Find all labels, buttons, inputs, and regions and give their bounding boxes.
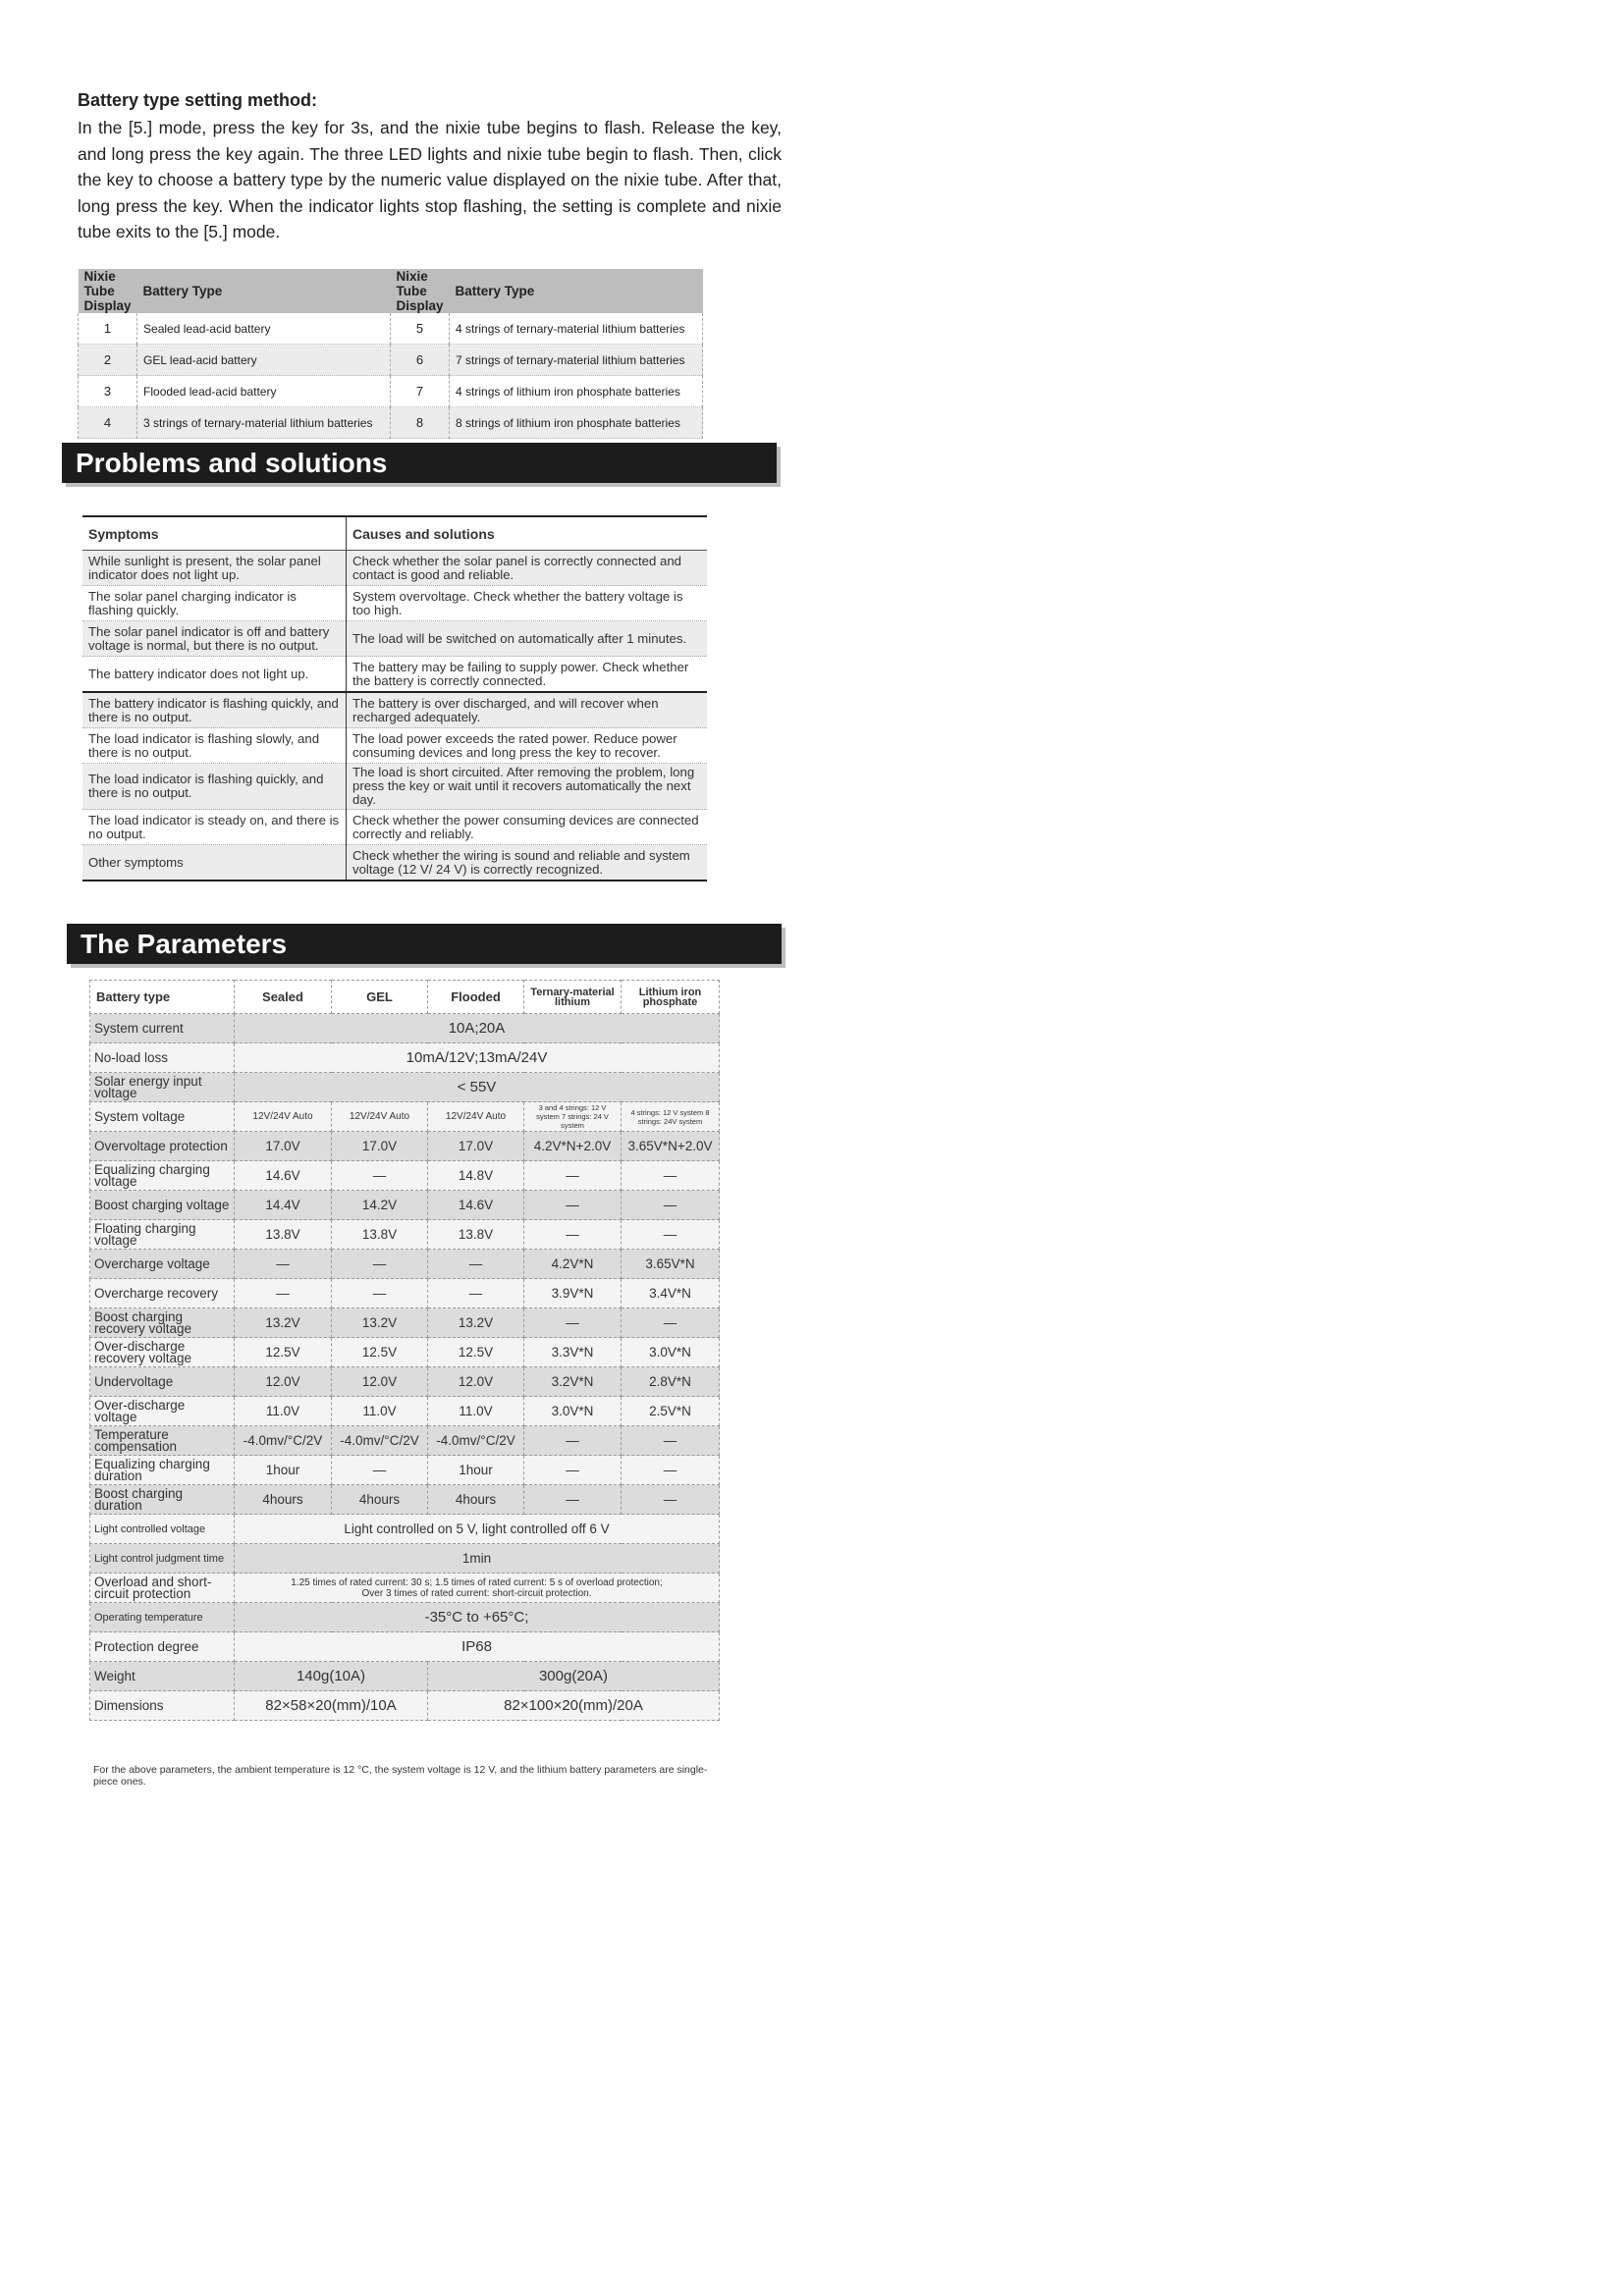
table-row: Overload and short-circuit protection 1.25 times of rated current: 30 s; 1.5 times of rated current: 5 s of overload protection; Over 3 times of rated current: short-circuit protection.	[90, 1574, 720, 1603]
table-row: Boost charging duration 4hours 4hours 4hours — —	[90, 1485, 720, 1515]
method-title: Battery type setting method:	[78, 90, 318, 110]
table-row: Over-discharge recovery voltage 12.5V 12.5V 12.5V 3.3V*N 3.0V*N	[90, 1338, 720, 1367]
table-row: System voltage 12V/24V Auto 12V/24V Auto 12V/24V Auto 3 and 4 strings: 12 V system 7 strings: 24 V system 4 strings: 12 V system 8 strings: 24V system	[90, 1102, 720, 1132]
table-row: 4 3 strings of ternary-material lithium batteries 8 8 strings of lithium iron phosphate batteries	[79, 407, 703, 439]
table-row: Over-discharge voltage 11.0V 11.0V 11.0V 3.0V*N 2.5V*N	[90, 1397, 720, 1426]
table-row: Equalizing charging duration 1hour — 1hour — —	[90, 1456, 720, 1485]
table-row: Equalizing charging voltage 14.6V — 14.8V — —	[90, 1161, 720, 1191]
table-row: Weight 140g(10A) 300g(20A)	[90, 1662, 720, 1691]
section-header-problems: Problems and solutions	[62, 443, 777, 483]
table-row: 2 GEL lead-acid battery 6 7 strings of ternary-material lithium batteries	[79, 345, 703, 376]
table-row: Boost charging voltage 14.4V 14.2V 14.6V — —	[90, 1191, 720, 1220]
table-row: While sunlight is present, the solar panel indicator does not light up. Check whether the solar panel is correctly connected and contact is good and reliable.	[82, 551, 707, 586]
table-row: Other symptoms Check whether the wiring is sound and reliable and system voltage (12 V/ 24 V) is correctly recognized.	[82, 845, 707, 881]
footnote: For the above parameters, the ambient temperature is 12 °C, the system voltage is 12 V, and the lithium battery parameters are single-piece ones.	[93, 1764, 708, 1788]
table-row: The load indicator is flashing slowly, and there is no output. The load power exceeds the rated power. Reduce power consuming devices and long press the key to recover.	[82, 728, 707, 764]
pb-header: Causes and solutions	[347, 516, 708, 551]
table-row: The solar panel indicator is off and battery voltage is normal, but there is no output. The load will be switched on automatically after 1 minutes.	[82, 621, 707, 657]
bt-header: Battery Type	[450, 269, 703, 313]
table-row: The load indicator is flashing quickly, and there is no output. The load is short circuited. After removing the problem, long press the key or wait until it recovers automatically the next day.	[82, 764, 707, 810]
table-row: Light controlled voltage Light controlled on 5 V, light controlled off 6 V	[90, 1515, 720, 1544]
table-row: 1 Sealed lead-acid battery 5 4 strings of ternary-material lithium batteries	[79, 313, 703, 345]
table-row: The battery indicator does not light up. The battery may be failing to supply power. Check whether the battery is correctly connected.	[82, 657, 707, 693]
bt-header: Nixie Tube Display	[391, 269, 450, 313]
table-row: Dimensions 82×58×20(mm)/10A 82×100×20(mm)/20A	[90, 1691, 720, 1721]
section-header-parameters: The Parameters	[67, 924, 782, 964]
table-row: Overcharge voltage — — — 4.2V*N 3.65V*N	[90, 1250, 720, 1279]
table-row: The load indicator is steady on, and there is no output. Check whether the power consuming devices are connected correctly and reliably.	[82, 810, 707, 845]
parameters-table: Battery type Sealed GEL Flooded Ternary-material lithium Lithium iron phosphate System current 10A;20A No-load loss 10mA/12V;13mA/24V Solar energy input voltage < 55V System voltage 12V/24V Auto 12V/24V Auto 12V/24V Auto 3 and 4 strings: 12 V system 7 strings: 24 V system 4 strings: 12 V system 8 strings: 24V system Overvoltage protection 17.0V 17.0V 17.0V 4.2V*N+2.0V 3.65V*N+2.0V Equalizing charging voltage 14.6V — 14.8V — — Boost charging voltage 14.4V 14.2V 14.6V — — Floating charging voltage 13.8V 13.8V 13.8V — — Overcharge voltage — — — 4.2V*N 3.65V*N Overcharge recovery — — — 3.9V*N 3.4V*N Boost charging recovery voltage 13.2V 13.2V 13.2V — — Over-discharge recovery voltage 12.5V 12.5V 12.5V 3.3V*N 3.0V*N Undervoltage 12.0V 12.0V 12.0V 3.2V*N 2.8V*N Over-discharge voltage 11.0V 11.0V 11.0V 3.0V*N 2.5V*N Temperature compensation -4.0mv/°C/2V -4.0mv/°C/2V -4.0mv/°C/2V — — Equalizing charging duration 1hour — 1hour — — Boost charging duration 4hours 4hours 4hours — — Light controlled voltage Light controlled on 5 V, light controlled off 6 V Light control judgment time 1min Overload and short-circuit protection 1.25 times of rated current: 30 s; 1.5 times of rated current: 5 s of overload protection; Over 3 times of rated current: short-circuit protection. Operating temperature -35°C to +65°C; Protection degree IP68 Weight 140g(10A) 300g(20A) Dimensions 82×58×20(mm)/10A 82×100×20(mm)/20A	[89, 980, 720, 1721]
table-row: 3 Flooded lead-acid battery 7 4 strings of lithium iron phosphate batteries	[79, 376, 703, 407]
table-row: The solar panel charging indicator is flashing quickly. System overvoltage. Check whether the battery voltage is too high.	[82, 586, 707, 621]
pb-header: Symptoms	[82, 516, 347, 551]
table-row: Overvoltage protection 17.0V 17.0V 17.0V 4.2V*N+2.0V 3.65V*N+2.0V	[90, 1132, 720, 1161]
bt-header: Nixie Tube Display	[79, 269, 137, 313]
method-text: In the [5.] mode, press the key for 3s, and the nixie tube begins to flash. Release the key, and long press the key again. The three LED lights and nixie tube begin to flash. Then, click the key to choose a battery type by the numeric value displayed on the nixie tube. After that, long press the key. When the indicator lights stop flashing, the setting is complete and nixie tube exits to the [5.] mode.	[78, 118, 782, 242]
table-row: Temperature compensation -4.0mv/°C/2V -4.0mv/°C/2V -4.0mv/°C/2V — —	[90, 1426, 720, 1456]
table-row: System current 10A;20A	[90, 1014, 720, 1043]
battery-type-table	[78, 269, 703, 439]
table-row: No-load loss 10mA/12V;13mA/24V	[90, 1043, 720, 1073]
battery-setting-method	[78, 90, 782, 245]
table-row: Undervoltage 12.0V 12.0V 12.0V 3.2V*N 2.8V*N	[90, 1367, 720, 1397]
table-row: Operating temperature -35°C to +65°C;	[90, 1603, 720, 1632]
bt-header: Battery Type	[137, 269, 391, 313]
table-row: Boost charging recovery voltage 13.2V 13.2V 13.2V — —	[90, 1308, 720, 1338]
table-row: The battery indicator is flashing quickly, and there is no output. The battery is over discharged, and will recover when recharged adequately.	[82, 692, 707, 728]
table-row: Overcharge recovery — — — 3.9V*N 3.4V*N	[90, 1279, 720, 1308]
table-row: Light control judgment time 1min	[90, 1544, 720, 1574]
table-row: Solar energy input voltage < 55V	[90, 1073, 720, 1102]
table-row: Floating charging voltage 13.8V 13.8V 13.8V — —	[90, 1220, 720, 1250]
table-row: Protection degree IP68	[90, 1632, 720, 1662]
problems-table	[82, 515, 707, 881]
